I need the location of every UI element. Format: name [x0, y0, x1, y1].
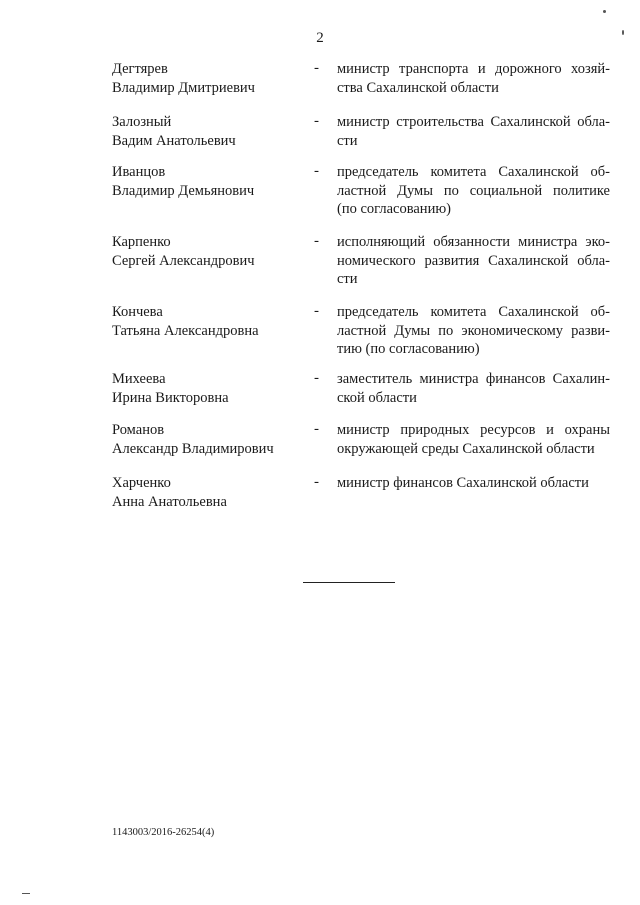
member-name	[112, 370, 302, 408]
entry-dash: -	[314, 421, 319, 437]
member-given-names: Ирина Викторовна	[112, 390, 229, 406]
position-line: председатель комитета Сахалинской об-	[337, 164, 610, 180]
member-surname: Романов	[112, 422, 165, 438]
member-name	[112, 60, 302, 98]
member-given-names: Анна Анатольевна	[112, 494, 227, 510]
position-line: министр транспорта и дорожного хозяй-	[337, 61, 610, 77]
member-position	[337, 163, 610, 219]
member-name	[112, 233, 302, 271]
position-line: председатель комитета Сахалинской об-	[337, 304, 610, 320]
member-name	[112, 163, 302, 201]
member-position	[337, 60, 610, 97]
member-surname: Михеева	[112, 371, 166, 387]
entry-dash: -	[314, 474, 319, 490]
member-position	[337, 421, 610, 458]
member-given-names: Татьяна Александровна	[112, 323, 259, 339]
member-surname: Иванцов	[112, 164, 166, 180]
entry-dash: -	[314, 303, 319, 319]
separator-line	[303, 582, 395, 583]
position-line: министр природных ресурсов и охраны	[337, 422, 610, 438]
member-given-names: Владимир Дмитриевич	[112, 80, 255, 96]
position-line: (по согласованию)	[337, 201, 451, 217]
scan-speck	[22, 893, 30, 894]
member-surname: Кончева	[112, 304, 163, 320]
member-surname: Карпенко	[112, 234, 171, 250]
position-line: исполняющий обязанности министра эко-	[337, 234, 610, 250]
entry-dash: -	[314, 233, 319, 249]
position-line: окружающей среды Сахалинской области	[337, 440, 595, 457]
position-line: номического развития Сахалинской обла-	[337, 252, 610, 269]
document-code: 1143003/2016-26254(4)	[112, 827, 215, 838]
position-line: министр строительства Сахалинской обла-	[337, 114, 610, 130]
member-name	[112, 474, 302, 512]
page-number: 2	[316, 30, 324, 46]
member-name	[112, 303, 302, 341]
position-line: ластной Думы по экономическому разви-	[337, 322, 610, 339]
position-line: ской области	[337, 389, 417, 406]
member-position	[337, 370, 610, 407]
entry-dash: -	[314, 113, 319, 129]
member-name	[112, 113, 302, 151]
member-position	[337, 474, 610, 493]
member-given-names: Владимир Демьянович	[112, 183, 255, 199]
scan-speck	[622, 30, 624, 35]
position-line: сти	[337, 132, 358, 149]
member-position	[337, 113, 610, 150]
entry-dash: -	[314, 370, 319, 386]
member-position	[337, 233, 610, 289]
member-given-names: Александр Владимирович	[112, 441, 274, 457]
member-surname: Залозный	[112, 114, 172, 130]
position-line: министр финансов Сахалинской области	[337, 475, 589, 491]
member-position	[337, 303, 610, 359]
position-line: ства Сахалинской области	[337, 79, 499, 96]
position-line: заместитель министра финансов Сахалин-	[337, 371, 610, 387]
member-name	[112, 421, 302, 459]
position-line: ластной Думы по социальной политике	[337, 182, 610, 199]
scan-speck	[603, 10, 606, 13]
member-surname: Дегтярев	[112, 61, 168, 77]
member-given-names: Вадим Анатольевич	[112, 133, 236, 149]
entry-dash: -	[314, 60, 319, 76]
position-line: тию (по согласованию)	[337, 341, 480, 357]
member-given-names: Сергей Александрович	[112, 253, 255, 269]
member-surname: Харченко	[112, 475, 171, 491]
entry-dash: -	[314, 163, 319, 179]
position-line: сти	[337, 271, 358, 287]
